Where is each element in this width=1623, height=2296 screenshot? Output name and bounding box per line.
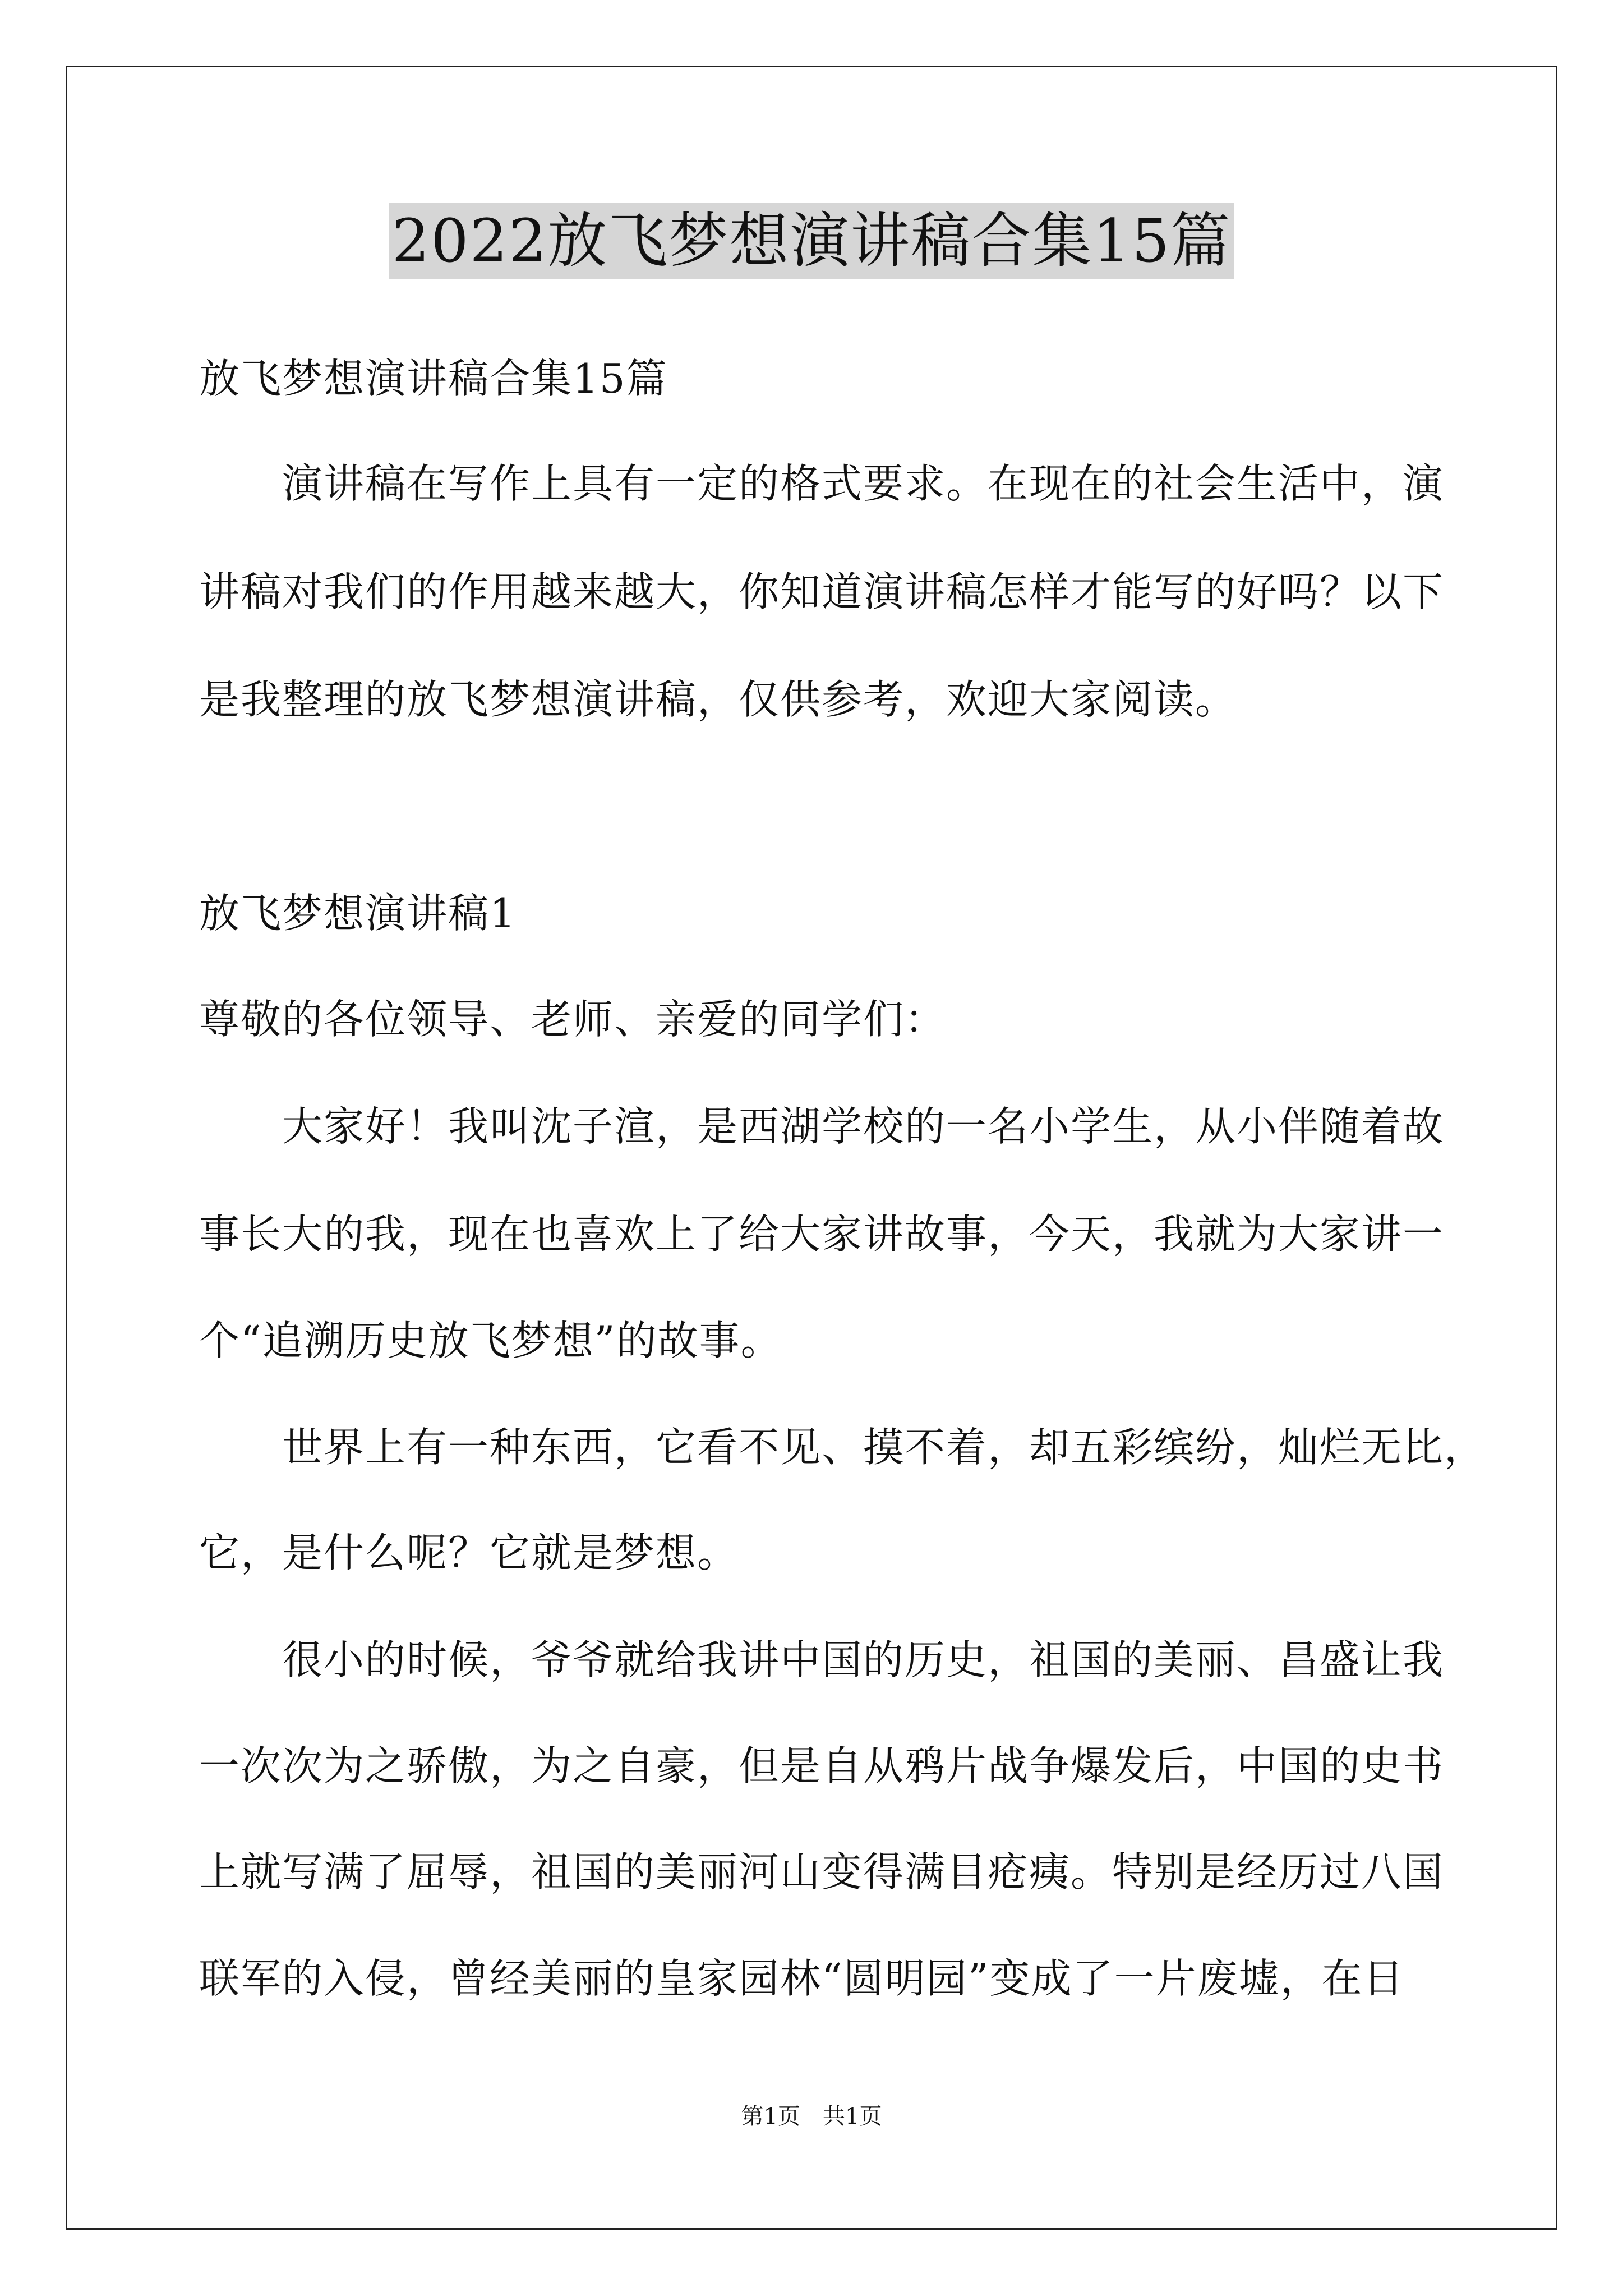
document-title: 2022放飞梦想演讲稿合集15篇 bbox=[389, 203, 1235, 279]
paragraph-line: 大家好！我叫沈子渲，是西湖学校的一名小学生，从小伴随着故 bbox=[199, 1103, 1445, 1150]
paragraph-line: 讲稿对我们的作用越来越大，你知道演讲稿怎样才能写的好吗？以下 bbox=[199, 568, 1445, 615]
paragraph-line: 它，是什么呢？它就是梦想。 bbox=[199, 1529, 739, 1576]
subtitle-line: 放飞梦想演讲稿合集15篇 bbox=[199, 355, 668, 402]
paragraph-line: 是我整理的放飞梦想演讲稿，仅供参考，欢迎大家阅读。 bbox=[199, 676, 1237, 723]
paragraph-line: 联军的入侵，曾经美丽的皇家园林“圆明园”变成了一片废墟，在日 bbox=[199, 1955, 1405, 2002]
paragraph-line: 事长大的我，现在也喜欢上了给大家讲故事，今天，我就为大家讲一 bbox=[199, 1211, 1445, 1258]
paragraph-line: 上就写满了屈辱，祖国的美丽河山变得满目疮痍。特别是经历过八国 bbox=[199, 1848, 1445, 1895]
page-footer: 第1页 共1页 bbox=[741, 2104, 882, 2129]
paragraph-line: 一次次为之骄傲，为之自豪，但是自从鸦片战争爆发后，中国的史书 bbox=[199, 1742, 1445, 1789]
paragraph-line: 个“追溯历史放飞梦想”的故事。 bbox=[199, 1317, 782, 1364]
section-heading: 放飞梦想演讲稿1 bbox=[199, 890, 517, 937]
salutation-line: 尊敬的各位领导、老师、亲爱的同学们： bbox=[199, 996, 947, 1043]
document-title-wrap bbox=[0, 203, 1623, 279]
paragraph-line: 演讲稿在写作上具有一定的格式要求。在现在的社会生活中，演 bbox=[199, 460, 1445, 507]
paragraph-line: 世界上有一种东西，它看不见、摸不着，却五彩缤纷，灿烂无比， bbox=[199, 1424, 1486, 1471]
paragraph-line: 很小的时候，爷爷就给我讲中国的历史，祖国的美丽、昌盛让我 bbox=[199, 1636, 1445, 1683]
